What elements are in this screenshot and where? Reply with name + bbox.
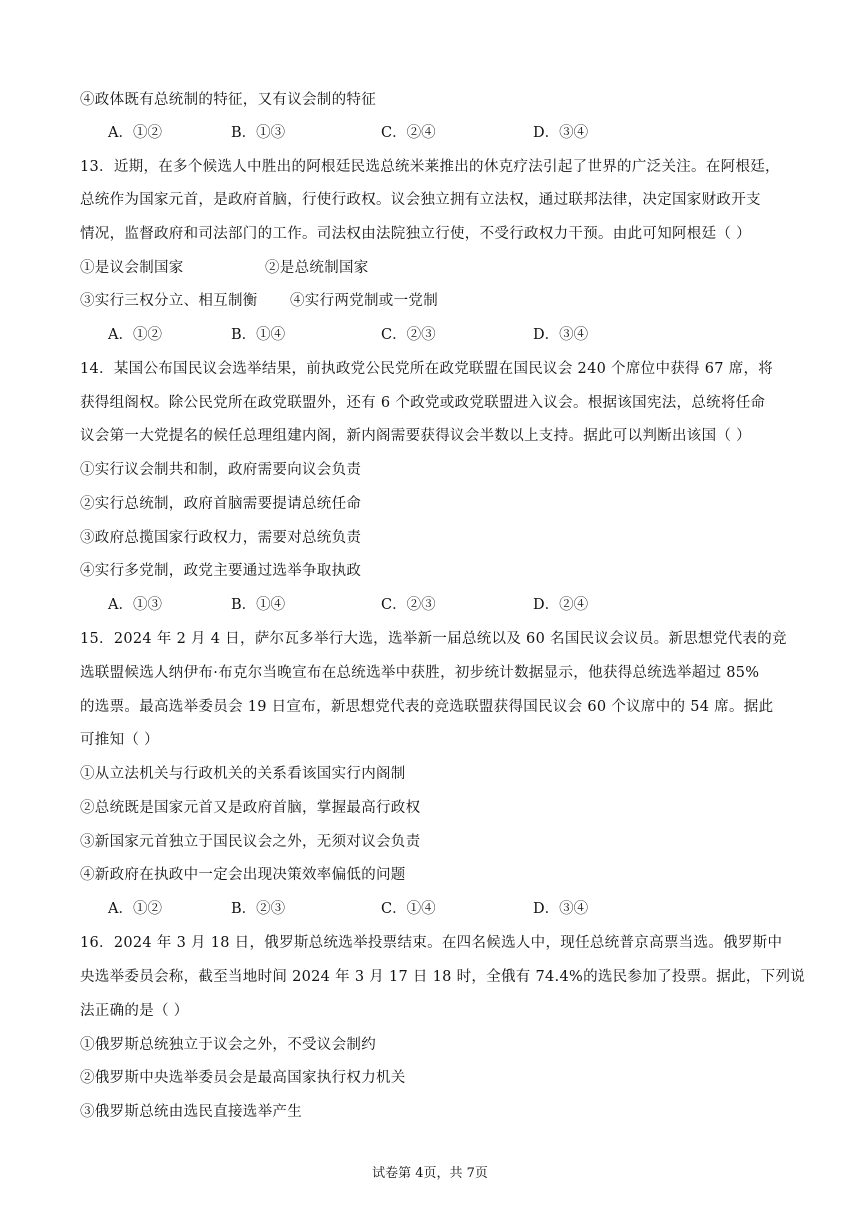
choice-d[interactable]: D．②④ <box>533 597 589 613</box>
q14-stem-line-3: 议会第一大党提名的候任总理组建内阁，新内阁需要获得议会半数以上支持。据此可以判断出该国（ ） <box>80 428 751 444</box>
choice-c[interactable]: C．②③ <box>381 327 436 343</box>
q16-stem-line-2: 央选举委员会称，截至当地时间 2024 年 3 月 17 日 18 时，全俄有 74.4%的选民参加了投票。据此，下列说 <box>80 969 806 985</box>
prev-question-choices <box>108 123 668 143</box>
q13-options-row-1 <box>80 258 780 278</box>
q15-option-4: ④新政府在执政中一定会出现决策效率偏低的问题 <box>80 867 406 883</box>
page-footer: 试卷第 4页，共 7页 <box>372 1166 488 1181</box>
q16-option-1: ①俄罗斯总统独立于议会之外，不受议会制约 <box>80 1037 376 1053</box>
q15-option-2: ②总统既是国家元首又是政府首脑，掌握最高行政权 <box>80 800 421 816</box>
choice-d[interactable]: D．③④ <box>533 901 589 917</box>
q13-stem-line-1: 13．近期，在多个候选人中胜出的阿根廷民选总统米莱推出的休克疗法引起了世界的广泛关注。在阿根廷， <box>80 159 780 175</box>
choice-c[interactable]: C．②④ <box>381 125 436 141</box>
choice-d[interactable]: D．③④ <box>533 327 589 343</box>
q15-stem-line-3: 的选票。最高选举委员会 19 日宣布，新思想党代表的竞选联盟获得国民议会 60 个议席中的 54 席。据此 <box>80 699 774 715</box>
choice-d[interactable]: D．③④ <box>533 125 589 141</box>
q13-choices <box>108 325 668 345</box>
q14-choices <box>108 595 668 615</box>
q15-option-3: ③新国家元首独立于国民议会之外，无须对议会负责 <box>80 834 421 850</box>
q15-stem-line-1: 15．2024 年 2 月 4 日，萨尔瓦多举行大选，选举新一届总统以及 60 名国民议会议员。新思想党代表的竞 <box>80 631 787 647</box>
q16-stem-line-3: 法正确的是（ ） <box>80 1003 189 1019</box>
q14-option-4: ④实行多党制，政党主要通过选举争取执政 <box>80 563 362 579</box>
q16-stem-line-1: 16．2024 年 3 月 18 日，俄罗斯总统选举投票结束。在四名候选人中，现任总统普京高票当选。俄罗斯中 <box>80 935 783 951</box>
q14-stem-line-2: 获得组阁权。除公民党所在政党联盟外，还有 6 个政党或政党联盟进入议会。根据该国宪法，总统将任命 <box>80 395 766 411</box>
choice-b[interactable]: B．①④ <box>231 327 286 343</box>
q13-option-2: ②是总统制国家 <box>265 260 369 276</box>
choice-b[interactable]: B．①④ <box>231 597 286 613</box>
choice-c[interactable]: C．①④ <box>381 901 436 917</box>
choice-b[interactable]: B．②③ <box>231 901 286 917</box>
q13-option-1: ①是议会制国家 <box>80 260 184 276</box>
q14-option-2: ②实行总统制，政府首脑需要提请总统任命 <box>80 496 362 512</box>
q13-stem-line-2: 总统作为国家元首，是政府首脑，行使行政权。议会独立拥有立法权，通过联邦法律，决定国家财政开支 <box>80 192 761 208</box>
q15-choices <box>108 899 668 919</box>
q14-option-3: ③政府总揽国家行政权力，需要对总统负责 <box>80 530 362 546</box>
q14-option-1: ①实行议会制共和制，政府需要向议会负责 <box>80 462 362 478</box>
choice-a[interactable]: A．①② <box>108 901 162 917</box>
choice-a[interactable]: A．①② <box>108 125 162 141</box>
q15-stem-line-2: 选联盟候选人纳伊布·布克尔当晚宣布在总统选举中获胜，初步统计数据显示，他获得总统选举超过 85% <box>80 665 760 681</box>
choice-c[interactable]: C．②③ <box>381 597 436 613</box>
q13-option-3: ③实行三权分立、相互制衡 <box>80 293 258 309</box>
q15-stem-line-4: 可推知（ ） <box>80 732 159 748</box>
q13-options-row-2 <box>80 291 780 311</box>
q15-option-1: ①从立法机关与行政机关的关系看该国实行内阁制 <box>80 766 406 782</box>
choice-a[interactable]: A．①③ <box>108 597 162 613</box>
q16-option-2: ②俄罗斯中央选举委员会是最高国家执行权力机关 <box>80 1070 406 1086</box>
q13-stem-line-3: 情况，监督政府和司法部门的工作。司法权由法院独立行使，不受行政权力干预。由此可知阿根廷（ ） <box>80 226 751 242</box>
choice-a[interactable]: A．①② <box>108 327 162 343</box>
choice-b[interactable]: B．①③ <box>231 125 286 141</box>
prev-question-option-4: ④政体既有总统制的特征，又有议会制的特征 <box>80 92 376 108</box>
q13-option-4: ④实行两党制或一党制 <box>290 293 438 309</box>
q16-option-3: ③俄罗斯总统由选民直接选举产生 <box>80 1104 302 1120</box>
q14-stem-line-1: 14．某国公布国民议会选举结果，前执政党公民党所在政党联盟在国民议会 240 个席位中获得 67 席，将 <box>80 361 774 377</box>
